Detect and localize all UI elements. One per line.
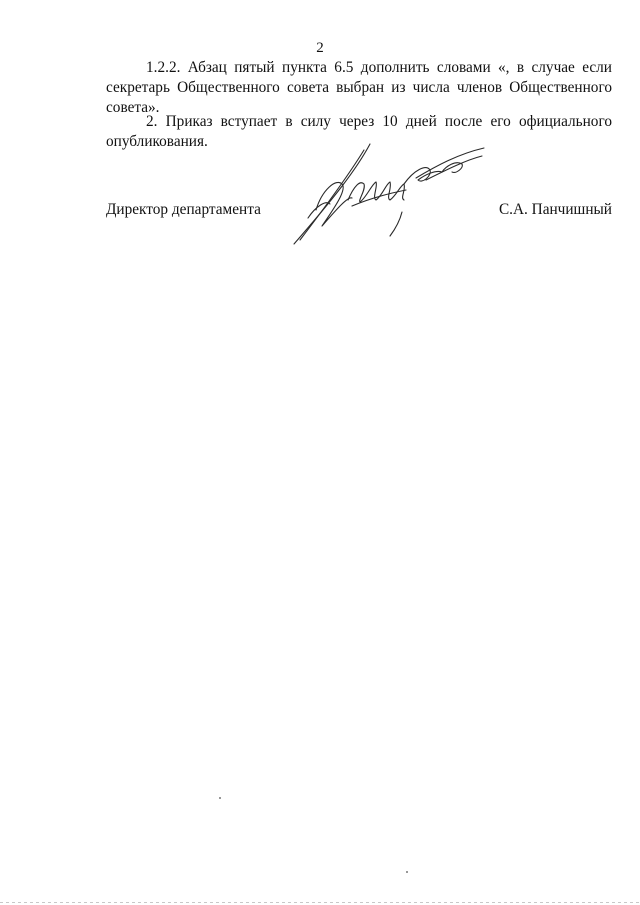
paragraph-1-2-2: 1.2.2. Абзац пятый пункта 6.5 дополнить словами «, в случае если секретарь Общественного совета выбран из числа членов Общественного совета». (106, 59, 612, 116)
scan-edge (0, 902, 640, 903)
scan-speck (219, 797, 221, 799)
paragraph-2: 2. Приказ вступает в силу через 10 дней после его официального опубликования. (106, 113, 612, 150)
scan-speck (406, 871, 408, 873)
signatory-position: Директор департамента (106, 201, 261, 218)
page-number: 2 (316, 40, 324, 56)
signatory-name: С.А. Панчишный (498, 201, 612, 218)
handwritten-signature (286, 140, 486, 252)
